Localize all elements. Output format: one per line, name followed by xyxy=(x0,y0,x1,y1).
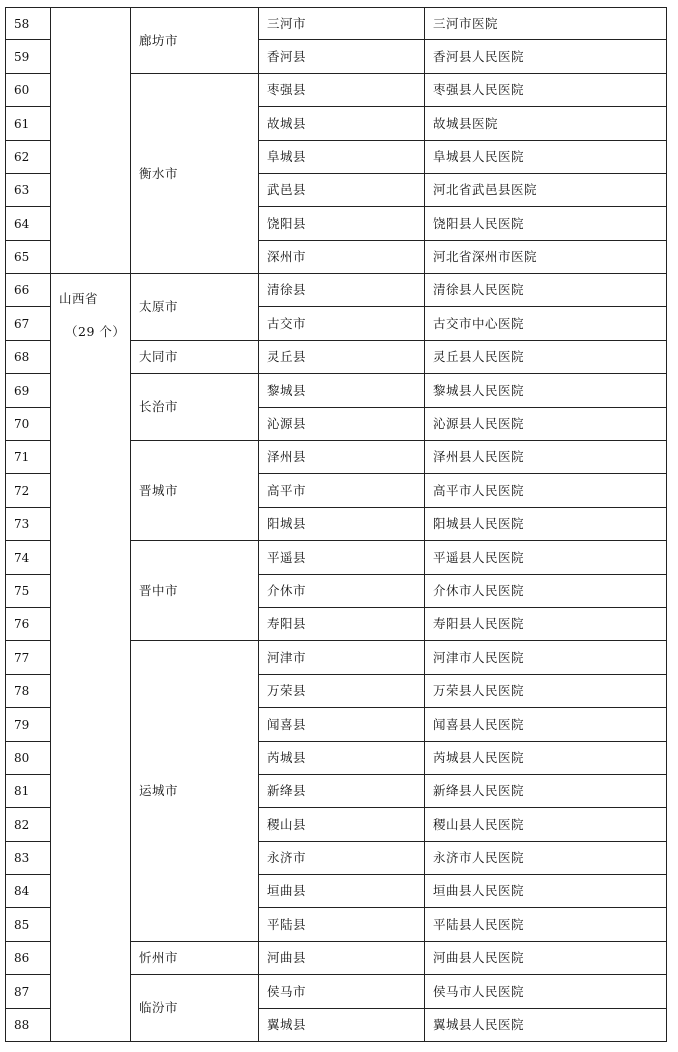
row-number-cell: 78 xyxy=(5,675,51,708)
county-cell: 武邑县 xyxy=(259,174,425,207)
county-cell: 灵丘县 xyxy=(259,341,425,374)
hospital-cell: 侯马市人民医院 xyxy=(425,975,667,1009)
province-count: （29 个） xyxy=(65,324,126,339)
hospital-cell: 饶阳县人民医院 xyxy=(425,207,667,241)
county-cell: 垣曲县 xyxy=(259,875,425,908)
county-cell: 芮城县 xyxy=(259,742,425,775)
row-number-cell: 85 xyxy=(5,908,51,942)
hospital-table xyxy=(5,7,667,1042)
county-cell: 阳城县 xyxy=(259,508,425,541)
row-number-cell: 83 xyxy=(5,842,51,875)
hospital-cell: 古交市中心医院 xyxy=(425,307,667,341)
county-cell: 介休市 xyxy=(259,575,425,608)
row-number-cell: 75 xyxy=(5,575,51,608)
county-cell: 新绛县 xyxy=(259,775,425,808)
county-cell: 高平市 xyxy=(259,474,425,508)
city-cell: 晋中市 xyxy=(131,541,259,641)
row-number-cell: 58 xyxy=(5,7,51,40)
county-cell: 平遥县 xyxy=(259,541,425,575)
city-cell: 衡水市 xyxy=(131,74,259,274)
hospital-cell: 介休市人民医院 xyxy=(425,575,667,608)
row-number-cell: 72 xyxy=(5,474,51,508)
county-cell: 阜城县 xyxy=(259,141,425,174)
city-cell: 廊坊市 xyxy=(131,7,259,74)
province-name: 山西省 xyxy=(59,291,99,306)
row-number-cell: 68 xyxy=(5,341,51,374)
county-cell: 黎城县 xyxy=(259,374,425,408)
county-cell: 永济市 xyxy=(259,842,425,875)
hospital-cell: 阳城县人民医院 xyxy=(425,508,667,541)
county-cell: 闻喜县 xyxy=(259,708,425,742)
city-cell: 运城市 xyxy=(131,641,259,942)
county-cell: 翼城县 xyxy=(259,1009,425,1042)
hospital-cell: 芮城县人民医院 xyxy=(425,742,667,775)
county-cell: 沁源县 xyxy=(259,408,425,441)
row-number-cell: 69 xyxy=(5,374,51,408)
hospital-cell: 枣强县人民医院 xyxy=(425,74,667,107)
hospital-cell: 稷山县人民医院 xyxy=(425,808,667,842)
row-number-cell: 76 xyxy=(5,608,51,641)
row-number-cell: 87 xyxy=(5,975,51,1009)
county-cell: 饶阳县 xyxy=(259,207,425,241)
city-cell: 忻州市 xyxy=(131,942,259,975)
hospital-cell: 河曲县人民医院 xyxy=(425,942,667,975)
county-cell: 深州市 xyxy=(259,241,425,274)
hospital-cell: 闻喜县人民医院 xyxy=(425,708,667,742)
county-cell: 古交市 xyxy=(259,307,425,341)
county-cell: 寿阳县 xyxy=(259,608,425,641)
row-number-cell: 65 xyxy=(5,241,51,274)
city-cell: 长治市 xyxy=(131,374,259,441)
hospital-cell: 平陆县人民医院 xyxy=(425,908,667,942)
row-number-cell: 77 xyxy=(5,641,51,675)
row-number-cell: 70 xyxy=(5,408,51,441)
row-number-cell: 88 xyxy=(5,1009,51,1042)
hospital-cell: 寿阳县人民医院 xyxy=(425,608,667,641)
hospital-cell: 新绛县人民医院 xyxy=(425,775,667,808)
hospital-cell: 阜城县人民医院 xyxy=(425,141,667,174)
row-number-cell: 84 xyxy=(5,875,51,908)
county-cell: 枣强县 xyxy=(259,74,425,107)
row-number-cell: 73 xyxy=(5,508,51,541)
hospital-cell: 香河县人民医院 xyxy=(425,40,667,74)
hospital-cell: 永济市人民医院 xyxy=(425,842,667,875)
row-number-cell: 61 xyxy=(5,107,51,141)
hospital-cell: 河北省深州市医院 xyxy=(425,241,667,274)
county-cell: 河津市 xyxy=(259,641,425,675)
city-cell: 临汾市 xyxy=(131,975,259,1042)
county-cell: 清徐县 xyxy=(259,274,425,307)
row-number-cell: 62 xyxy=(5,141,51,174)
hospital-cell: 河津市人民医院 xyxy=(425,641,667,675)
county-cell: 稷山县 xyxy=(259,808,425,842)
province-cell xyxy=(51,7,131,274)
row-number-cell: 86 xyxy=(5,942,51,975)
city-cell: 太原市 xyxy=(131,274,259,341)
hospital-cell: 沁源县人民医院 xyxy=(425,408,667,441)
row-number-cell: 74 xyxy=(5,541,51,575)
row-number-cell: 82 xyxy=(5,808,51,842)
county-cell: 泽州县 xyxy=(259,441,425,474)
county-cell: 河曲县 xyxy=(259,942,425,975)
row-number-cell: 59 xyxy=(5,40,51,74)
hospital-cell: 黎城县人民医院 xyxy=(425,374,667,408)
row-number-cell: 67 xyxy=(5,307,51,341)
hospital-cell: 三河市医院 xyxy=(425,7,667,40)
row-number-cell: 80 xyxy=(5,742,51,775)
city-cell: 大同市 xyxy=(131,341,259,374)
county-cell: 万荣县 xyxy=(259,675,425,708)
row-number-cell: 79 xyxy=(5,708,51,742)
row-number-cell: 81 xyxy=(5,775,51,808)
hospital-cell: 清徐县人民医院 xyxy=(425,274,667,307)
province-cell xyxy=(51,274,131,1042)
county-cell: 三河市 xyxy=(259,7,425,40)
county-cell: 故城县 xyxy=(259,107,425,141)
row-number-cell: 64 xyxy=(5,207,51,241)
hospital-cell: 故城县医院 xyxy=(425,107,667,141)
hospital-cell: 河北省武邑县医院 xyxy=(425,174,667,207)
hospital-cell: 平遥县人民医院 xyxy=(425,541,667,575)
row-number-cell: 71 xyxy=(5,441,51,474)
hospital-cell: 高平市人民医院 xyxy=(425,474,667,508)
row-number-cell: 60 xyxy=(5,74,51,107)
hospital-cell: 万荣县人民医院 xyxy=(425,675,667,708)
county-cell: 侯马市 xyxy=(259,975,425,1009)
hospital-cell: 泽州县人民医院 xyxy=(425,441,667,474)
hospital-cell: 垣曲县人民医院 xyxy=(425,875,667,908)
hospital-cell: 灵丘县人民医院 xyxy=(425,341,667,374)
city-cell: 晋城市 xyxy=(131,441,259,541)
hospital-cell: 翼城县人民医院 xyxy=(425,1009,667,1042)
row-number-cell: 63 xyxy=(5,174,51,207)
county-cell: 平陆县 xyxy=(259,908,425,942)
county-cell: 香河县 xyxy=(259,40,425,74)
row-number-cell: 66 xyxy=(5,274,51,307)
